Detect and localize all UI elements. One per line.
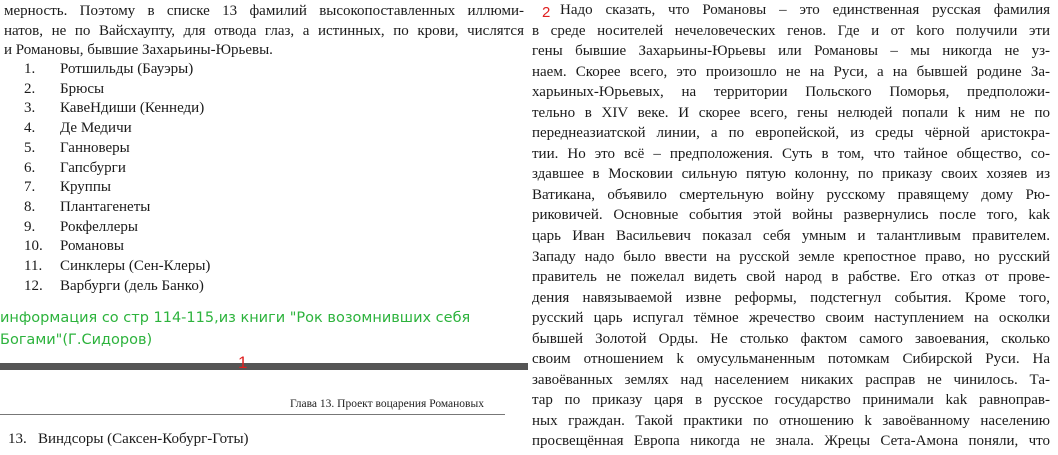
family-name: Варбурги (дель Банко)	[60, 277, 204, 294]
item-number: 4.	[24, 120, 36, 137]
section-divider	[0, 363, 528, 370]
intro-line: натов, не по Вайсхаупту, для отвода глаз, а истинных, по крови, числятся	[4, 22, 524, 39]
text-line: риковичей. Основные события этой войны развернулись после того, kak	[532, 207, 1050, 224]
family-name: Плантагенеты	[60, 198, 151, 215]
intro-line: мерность. Поэтому в списке 13 фамилий высокопоставленных иллюми-	[4, 3, 524, 19]
text-line: тар по приказу царя в русское государство принимали kak равноправ-	[532, 392, 1050, 409]
item-number: 2.	[24, 80, 36, 97]
family-name: КавеНдиши (Кеннеди)	[60, 100, 205, 117]
text-line: Надо сказать, что Романовы – это единственная русская фамилия	[560, 2, 1050, 18]
family-name: Ротшильды (Бауэры)	[60, 61, 194, 77]
item-number: 10.	[24, 238, 43, 255]
list-item	[0, 198, 210, 218]
item-number: 9.	[24, 218, 36, 235]
text-line: просвещённая Европа никогда не знала. Жрецы Сета-Амона поняли, что	[532, 433, 1050, 450]
text-line: харьиных-Юрьевых, на территории Польского Поморья, предположи-	[532, 84, 1050, 101]
family-name: Виндсоры (Саксен-Кобург-Готы)	[38, 431, 249, 447]
right-page-excerpt	[532, 0, 1058, 455]
family-name: Гапсбурги	[60, 159, 126, 176]
text-line: русский царь испугал тёмное жречество своим наступлением на осколки	[532, 310, 1050, 327]
list-item	[0, 178, 210, 198]
text-line: бывшей Золотой Орды. Не столько фактом самого завоевания, сколько	[532, 330, 1050, 347]
item-number: 13.	[8, 431, 27, 447]
text-line: завоёванных землях над населением никаких расправ не чинилось. Та-	[532, 371, 1050, 388]
text-line: своим отношением k омусульманенным потомкам Сибирской Руси. На	[532, 351, 1050, 368]
item-number: 3.	[24, 100, 36, 117]
list-item	[0, 119, 210, 139]
marker-1: 1	[238, 353, 248, 372]
text-line: правитель не пожелал видеть свой народ в рабстве. Его отказ от прове-	[532, 269, 1050, 286]
family-name: Брюсы	[60, 80, 105, 97]
list-item	[0, 257, 210, 277]
text-line: царь Иван Васильевич показал себя умным и талантливым правителем.	[532, 228, 1050, 245]
family-name: Рокфеллеры	[60, 218, 138, 235]
text-line: тельно в XIV веке. И скорее всего, гены нелюдей попали k ним не по	[532, 104, 1050, 121]
text-line: здавшее в Московии сильную пятую колонну, по приказу своих хозяев из	[532, 166, 1050, 183]
item-number: 1.	[24, 61, 36, 77]
list-item	[0, 218, 210, 238]
item-number: 5.	[24, 139, 36, 156]
list-item	[0, 60, 210, 80]
list-item	[8, 431, 249, 448]
item-number: 8.	[24, 198, 36, 215]
text-line: дения навязываемой извне реформы, подстегнул события. Кроме того,	[532, 289, 1050, 306]
marker-2: 2	[542, 4, 551, 21]
family-list	[0, 60, 210, 296]
item-number: 6.	[24, 159, 36, 176]
header-rule	[0, 414, 505, 415]
text-line: Ватикана, объявило смертельную войну русскому правящему дому Рю-	[532, 186, 1050, 203]
list-item	[0, 99, 210, 119]
item-number: 12.	[24, 277, 43, 294]
text-line: Западу надо было ввести на русской земле крепостное право, но русский	[532, 248, 1050, 265]
text-line: ных граждан. Такой практики по отношению k завоёванному населению	[532, 412, 1050, 429]
item-number: 7.	[24, 179, 36, 196]
list-item	[0, 159, 210, 179]
text-line: переднеазиатской линии, а по европейской, из среды чёрной аристокра-	[532, 125, 1050, 142]
list-item	[0, 277, 210, 297]
list-item	[0, 237, 210, 257]
list-item	[0, 139, 210, 159]
intro-line: и Романовы, бывшие Захарьины-Юрьевы.	[4, 42, 273, 59]
source-note: информация со стр 114-115,из книги "Рок возомнивших себя Богами"(Г.Сидоров)	[0, 310, 471, 348]
text-line: гены бывшие Захарьины-Юрьевы или Романовы – мы никогда не уз-	[532, 43, 1050, 60]
family-name: Круппы	[60, 179, 111, 196]
family-name: Ганноверы	[60, 139, 130, 156]
text-line: в среде носителей нечеловеческих генов. Где и от kого получили эти	[532, 22, 1050, 39]
family-name: Романовы	[60, 238, 124, 255]
list-item	[0, 80, 210, 100]
item-number: 11.	[24, 258, 43, 275]
text-line: наем. Скорее всего, это произошло не на Руси, а на бывшей родине За-	[532, 63, 1050, 80]
family-name: Синклеры (Сен-Клеры)	[60, 258, 211, 275]
family-name: Де Медичи	[60, 120, 132, 137]
running-head: Глава 13. Проект воцарения Романовых	[290, 398, 484, 410]
text-line: тии. Но это всё – предположения. Суть в том, что тайное общество, со-	[532, 145, 1050, 162]
body-paragraph	[532, 0, 1050, 452]
intro-paragraph	[4, 2, 524, 61]
